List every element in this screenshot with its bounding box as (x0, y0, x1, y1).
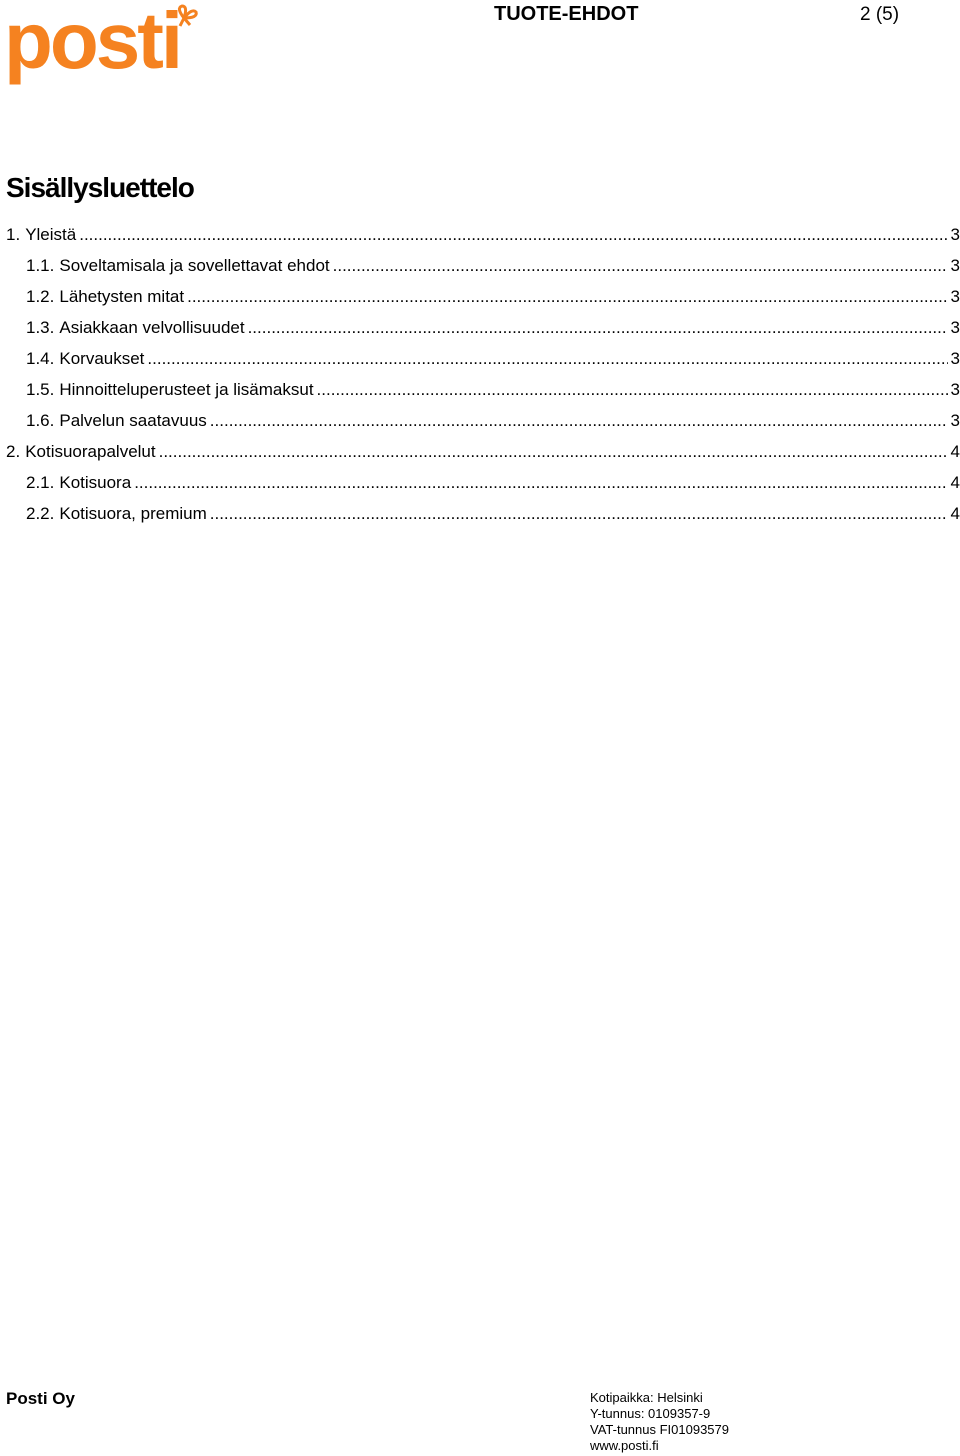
toc-entry-label: Kotisuorapalvelut (25, 442, 156, 461)
footer-website[interactable]: www.posti.fi (590, 1438, 659, 1453)
footer-info (590, 1390, 729, 1454)
toc-entry[interactable] (6, 377, 960, 408)
toc-entry-leader (159, 439, 948, 465)
toc-entry-page: 3 (950, 256, 960, 275)
toc-entry-leader (187, 284, 947, 310)
toc-entry-label: Palvelun saatavuus (59, 411, 207, 430)
toc-entry[interactable] (6, 470, 960, 501)
toc-entry-number: 2.2. (26, 504, 55, 523)
toc-entry-leader (79, 222, 947, 248)
toc-entry-leader (147, 346, 947, 372)
toc-entry-number: 1.1. (26, 256, 55, 275)
toc-entry-page: 3 (950, 287, 960, 306)
toc-entry-leader (210, 408, 948, 434)
toc-entry[interactable] (6, 439, 960, 470)
toc-entry-number: 1. (6, 225, 21, 244)
toc-entry-leader (210, 501, 948, 527)
posti-logo (4, 4, 200, 96)
toc-entry-page: 3 (950, 380, 960, 399)
toc-entry-number: 1.6. (26, 411, 55, 430)
toc-entry[interactable] (6, 408, 960, 439)
toc-entry-label: Yleistä (25, 225, 77, 244)
toc-entry-label: Kotisuora (59, 473, 132, 492)
toc-entry-leader (134, 470, 947, 496)
toc-entry-number: 1.2. (26, 287, 55, 306)
toc-entry-leader (248, 315, 948, 341)
page-number: 2 (5) (860, 4, 900, 25)
toc-entry-page: 3 (950, 349, 960, 368)
toc-entry-number: 2.1. (26, 473, 55, 492)
toc-entry-page: 4 (950, 473, 960, 492)
toc-entry-label: Korvaukset (59, 349, 145, 368)
toc-entry[interactable] (6, 222, 960, 253)
toc-entry-label: Asiakkaan velvollisuudet (59, 318, 245, 337)
toc-entry-label: Hinnoitteluperusteet ja lisämaksut (59, 380, 314, 399)
toc-entry-leader (317, 377, 948, 403)
footer-domicile: Kotipaikka: Helsinki (590, 1390, 703, 1405)
toc-entry[interactable] (6, 253, 960, 284)
footer-business-id: Y-tunnus: 0109357-9 (590, 1406, 711, 1421)
toc-entry[interactable] (6, 315, 960, 346)
toc-entry-page: 3 (950, 225, 960, 244)
toc-entry-page: 4 (950, 442, 960, 461)
toc-entry-label: Soveltamisala ja sovellettavat ehdot (59, 256, 330, 275)
toc-entry-number: 2. (6, 442, 21, 461)
footer-vat-id: VAT-tunnus FI01093579 (590, 1422, 730, 1437)
toc-entry-page: 3 (950, 411, 960, 430)
toc-entry-number: 1.4. (26, 349, 55, 368)
toc-heading: Sisällysluettelo (6, 172, 194, 203)
toc-entry[interactable] (6, 284, 960, 315)
toc-entry[interactable] (6, 501, 960, 532)
toc-entry-page: 4 (950, 504, 960, 523)
table-of-contents (6, 222, 960, 532)
toc-entry-number: 1.5. (26, 380, 55, 399)
toc-entry-label: Kotisuora, premium (59, 504, 207, 523)
document-title: TUOTE-EHDOT (494, 3, 639, 25)
toc-entry-leader (333, 253, 948, 279)
logo-wordmark: posti (4, 4, 181, 85)
toc-entry-number: 1.3. (26, 318, 55, 337)
gift-bow-icon (179, 6, 196, 26)
toc-entry-page: 3 (950, 318, 960, 337)
toc-entry-label: Lähetysten mitat (59, 287, 185, 306)
posti-logo-icon (4, 4, 200, 96)
footer-company: Posti Oy (6, 1389, 75, 1408)
toc-entry[interactable] (6, 346, 960, 377)
